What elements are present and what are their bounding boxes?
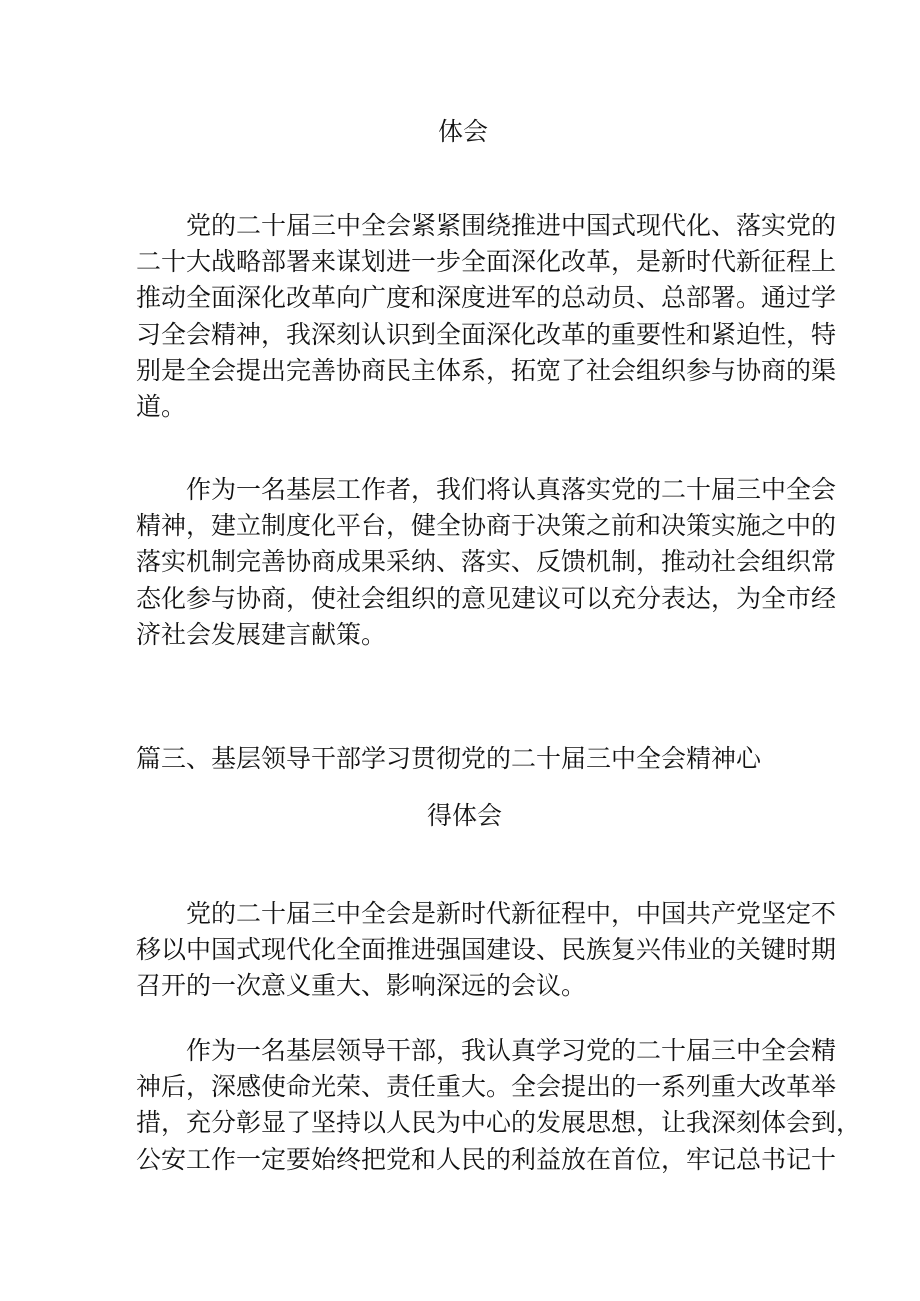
paragraph-line: 作为一名基层领导干部，我认真学习党的二十届三中全会精 [186, 1036, 837, 1065]
paragraph-line: 态化参与协商，使社会组织的意见建议可以充分表达，为全市经 [136, 583, 837, 613]
paragraph-line: 精神，建立制度化平台，健全协商于决策之前和决策实施之中的 [136, 511, 837, 541]
paragraph-4 [136, 1033, 862, 1178]
paragraph-line: 党的二十届三中全会紧紧围绕推进中国式现代化、落实党的 [186, 211, 837, 240]
section-3-title-line-2: 得体会 [427, 801, 503, 830]
paragraph-line: 习全会精神，我深刻认识到全面深化改革的重要性和紧迫性，特 [136, 319, 837, 349]
paragraph-line: 措，充分彰显了坚持以人民为中心的发展思想，让我深刻体会到， [136, 1108, 862, 1138]
paragraph-2 [136, 472, 837, 653]
section-3-title-line-1: 篇三、基层领导干部学习贯彻党的二十届三中全会精神心 [136, 744, 762, 773]
paragraph-line: 落实机制完善协商成果采纳、落实、反馈机制，推动社会组织常 [136, 547, 837, 577]
paragraph-line: 二十大战略部署来谋划进一步全面深化改革，是新时代新征程上 [136, 247, 837, 277]
paragraph-line: 推动全面深化改革向广度和深度进军的总动员、总部署。通过学 [136, 283, 837, 313]
paragraph-line: 别是全会提出完善协商民主体系，拓宽了社会组织参与协商的渠 [136, 355, 837, 385]
paragraph-line: 召开的一次意义重大、影响深远的会议。 [136, 971, 587, 1001]
paragraph-line: 移以中国式现代化全面推进强国建设、民族复兴伟业的关键时期 [136, 935, 837, 965]
paragraph-line: 作为一名基层工作者，我们将认真落实党的二十届三中全会 [186, 475, 837, 504]
paragraph-1 [136, 208, 837, 425]
paragraph-line: 济社会发展建言献策。 [136, 619, 387, 649]
paragraph-3 [136, 896, 837, 1005]
paragraph-line: 道。 [136, 391, 187, 421]
paragraph-line: 党的二十届三中全会是新时代新征程中，中国共产党坚定不 [186, 899, 837, 928]
paragraph-line: 神后，深感使命光荣、责任重大。全会提出的一系列重大改革举 [136, 1072, 837, 1102]
previous-section-title-tail: 体会 [438, 117, 489, 146]
paragraph-line: 公安工作一定要始终把党和人民的利益放在首位，牢记总书记十 [136, 1144, 837, 1174]
